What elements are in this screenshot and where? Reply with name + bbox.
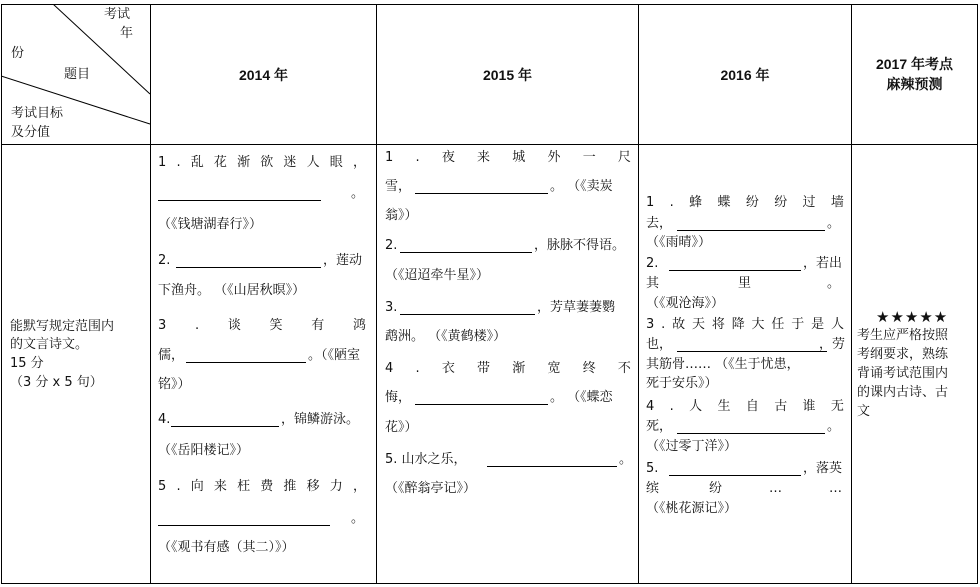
q2016-5-after: ，落英 [803, 461, 843, 476]
q2014-1-end: 。 [351, 186, 365, 201]
header-2016: 2016 年 [720, 67, 770, 83]
prediction-line-1: 考生应严格按照 [857, 328, 949, 343]
header-2017-cell [852, 4, 977, 144]
q2016-5-line2-c: … [769, 481, 782, 496]
q2014-3-blank[interactable] [186, 348, 306, 363]
header-2015-cell [377, 4, 638, 144]
q2014-1-text: 1 . 乱 花 渐 欲 迷 人 眼 ， [158, 155, 366, 170]
q2014-3-line2-pre: 儒， [158, 348, 185, 363]
prediction-line-3: 背诵考试范围内 [857, 366, 949, 381]
corner-exam-label: 考试 [104, 7, 131, 22]
q2016-2-num: 2. [646, 256, 659, 271]
q2016-5-source: （《桃花源记》） [646, 501, 738, 516]
target-cell [1, 145, 150, 583]
q2016-4-line2-post: 。 [827, 419, 841, 434]
q2016-3-text: 3 . 故 天 将 降 大 任 于 是 人 [646, 317, 844, 332]
q2014-2-after: ，莲动 [323, 253, 363, 268]
prediction-line-5: 文 [857, 404, 871, 419]
q2014-3-text: 3 . 谈 笑 有 鸿 [158, 318, 366, 333]
q2015-4-line3: 花》） [385, 420, 418, 435]
q2014-2-blank[interactable] [176, 253, 321, 268]
q2015-3-num: 3. [385, 300, 398, 315]
corner-fen-label: 份 [11, 46, 25, 61]
q2016-3-line2-post: ，劳 [819, 337, 846, 352]
q2014-3-line3: 铭》） [158, 377, 191, 392]
q2014-1-source: （《钱塘湖春行》） [158, 217, 263, 232]
prediction-stars: ★★★★★ [876, 308, 949, 326]
q2015-5-end: 。 [619, 452, 633, 467]
q2015-4-line2-pre: 悔， [385, 390, 412, 405]
q2016-2-line2-c: 。 [827, 276, 841, 291]
header-2017-line2: 麻辣预测 [886, 76, 943, 92]
target-line-1: 能默写规定范围内 [10, 319, 115, 334]
q2016-1-line2-pre: 去， [646, 216, 673, 231]
q2016-2-after: ，若出 [803, 256, 843, 271]
q2016-1-line2-post: 。 [827, 216, 841, 231]
q2015-3-blank[interactable] [400, 300, 535, 315]
table-bottom-border [1, 583, 978, 584]
target-line-2: 的文言诗文。 [10, 337, 89, 352]
q2015-3-line2: 鹉洲。 （《黄鹤楼》） [385, 329, 507, 344]
q2016-3-line4: 死于安乐》） [646, 376, 718, 391]
q2016-3-blank[interactable] [677, 337, 827, 352]
q2016-2-blank-2a[interactable] [664, 276, 734, 290]
corner-target-label-1: 考试目标 [11, 106, 64, 121]
table-right-border [977, 4, 978, 584]
exam-table [1, 4, 978, 584]
q2014-1-blank[interactable] [158, 186, 321, 201]
q2014-5-blank[interactable] [158, 511, 330, 526]
header-2014: 2014 年 [238, 67, 289, 83]
q2015-1-blank[interactable] [415, 179, 548, 194]
q2015-5-blank[interactable] [487, 452, 617, 467]
q2015-2-after: ，脉脉不得语。 [534, 238, 626, 253]
q2016-2-line2-b: 里 [738, 276, 752, 291]
corner-topic-label: 题目 [64, 67, 91, 82]
q2015-1-line2-post: 。 （《卖炭 [550, 179, 613, 194]
q2016-4-line2-pre: 死， [646, 419, 673, 434]
q2015-3-after: ，芳草萋萋鹦 [537, 300, 616, 315]
q2015-4-line2-post: 。 （《蝶恋 [550, 390, 613, 405]
prediction-line-2: 考纲要求，熟练 [857, 347, 949, 362]
q2015-2-blank[interactable] [400, 238, 532, 253]
q2016-4-text: 4 . 人 生 自 古 谁 无 [646, 399, 844, 414]
corner-year-label: 年 [120, 26, 134, 41]
q2014-4-num: 4. [158, 412, 171, 427]
q2016-5-line2-d: … [829, 481, 842, 496]
q2016-5-num: 5. [646, 461, 659, 476]
q2014-5-end: 。 [351, 511, 365, 526]
target-breakdown: （3 分 x 5 句） [10, 375, 103, 390]
target-score: 15 分 [10, 356, 44, 371]
q2016-3-line3: 其筋骨…… （《生于忧患， [646, 357, 800, 372]
q2015-5-text: 5. 山水之乐， [385, 452, 467, 467]
prediction-line-4: 的课内古诗、古 [857, 385, 949, 400]
q2015-2-num: 2. [385, 238, 398, 253]
q2016-1-text: 1 . 蜂 蝶 纷 纷 过 墙 [646, 195, 844, 210]
q2016-2-source: （《观沧海》） [646, 296, 725, 311]
q2016-5-line2-a: 缤 [646, 481, 660, 496]
q2015-4-blank[interactable] [415, 390, 548, 405]
q2015-2-source: （《迢迢牵牛星》） [385, 268, 490, 283]
q2014-4-after: ，锦鳞游泳。 [281, 412, 360, 427]
corner-header-cell [1, 4, 151, 145]
q2016-5-line2-b: 纷 [709, 481, 723, 496]
q2015-1-text: 1 . 夜 来 城 外 一 尺 [385, 150, 631, 165]
cell-2016 [639, 145, 851, 583]
q2015-4-text: 4 . 衣 带 渐 宽 终 不 [385, 361, 631, 376]
q2016-2-line2-a: 其 [646, 276, 660, 291]
header-2014-cell [151, 4, 376, 144]
q2016-1-blank[interactable] [677, 216, 825, 231]
corner-target-label-2: 及分值 [11, 125, 51, 140]
q2016-2-blank[interactable] [669, 256, 801, 271]
cell-2015 [377, 145, 638, 583]
q2016-3-line2-pre: 也， [646, 337, 673, 352]
q2014-2-line2: 下渔舟。 （《山居秋暝》） [158, 283, 306, 298]
q2014-2-num: 2. [158, 253, 171, 268]
q2014-4-blank[interactable] [171, 412, 279, 427]
cell-2017 [852, 145, 977, 583]
q2016-4-source: （《过零丁洋》） [646, 439, 738, 454]
header-2017-line1: 2017 年考点 [875, 56, 954, 72]
cell-2014 [151, 145, 376, 583]
q2015-1-line3: 翁》） [385, 208, 418, 223]
header-2015: 2015 年 [482, 67, 533, 83]
q2015-5-source: （《醉翁亭记》） [385, 481, 477, 496]
q2016-4-blank[interactable] [677, 419, 825, 434]
q2014-5-source: （《观书有感（其二）》） [158, 540, 295, 555]
q2014-3-line2-post: 。（《陋室 [308, 348, 361, 363]
q2015-1-line2-pre: 雪， [385, 179, 412, 194]
q2014-5-text: 5 . 向 来 枉 费 推 移 力 ， [158, 479, 366, 494]
q2016-1-source: （《雨晴》） [646, 235, 712, 250]
header-2016-cell [639, 4, 851, 144]
q2014-4-source: （《岳阳楼记》） [158, 443, 250, 458]
q2016-5-blank[interactable] [669, 461, 801, 476]
